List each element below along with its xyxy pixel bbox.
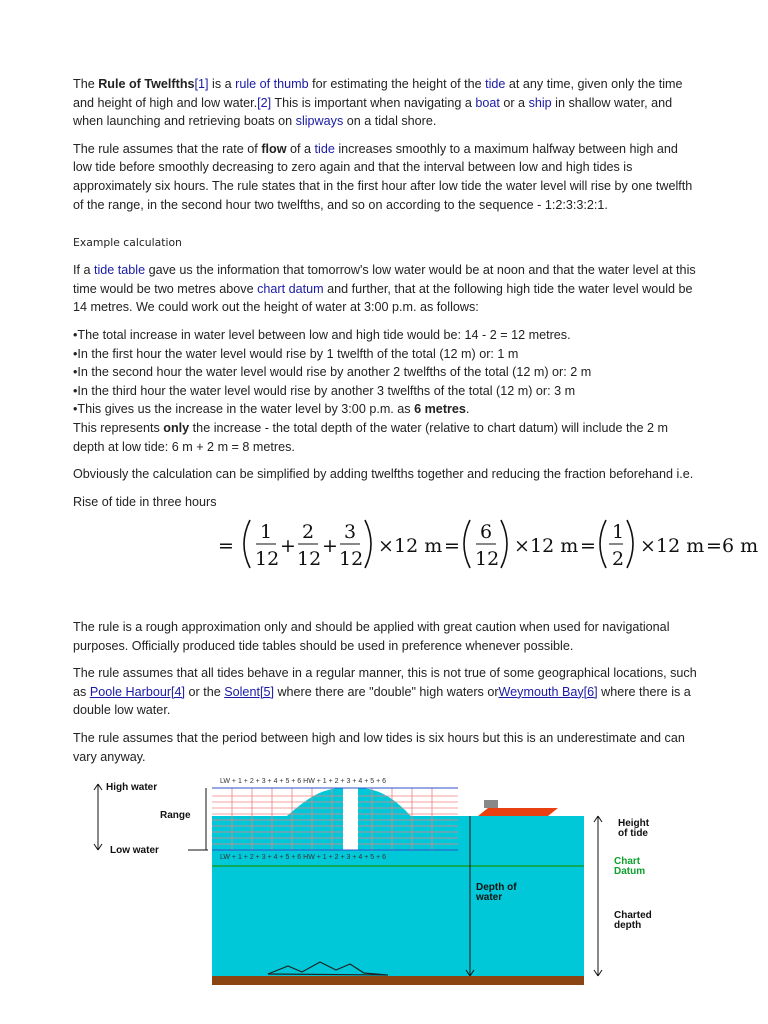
- svg-text:12: 12: [475, 548, 500, 570]
- step-5: •This gives us the increase in the water level by 3:00 p.m. as 6 metres.: [73, 402, 470, 417]
- svg-text:6: 6: [480, 521, 493, 543]
- svg-text:12 m: 12 m: [394, 535, 443, 557]
- svg-text:+: +: [280, 535, 296, 557]
- svg-text:2: 2: [612, 548, 625, 570]
- ref-link-2[interactable]: [2]: [257, 95, 272, 110]
- seabed: [212, 976, 584, 985]
- low-water-label: Low water: [110, 845, 159, 856]
- range-label: Range: [160, 810, 191, 821]
- example-intro: If a tide table gave us the information that tomorrow's low water would be at noon and that the water level at this time would be two metres above chart datum and further, that at the following high tide the water level would be 14 metres. We could work out the height of water at 3:00 p.m. as follows:: [73, 263, 696, 315]
- depth-of-water-label: Depth of: [476, 882, 517, 893]
- tide-link[interactable]: tide: [485, 77, 506, 91]
- boat-hull: [478, 808, 558, 816]
- svg-text:water: water: [476, 892, 503, 903]
- boat-cabin: [484, 800, 498, 808]
- step-6: This represents only the increase - the total depth of the water (relative to chart datum) will include the 2 m depth at low tide: 6 m + 2 m = 8 metres.: [73, 420, 668, 454]
- svg-text:=: =: [706, 535, 722, 557]
- charted-depth-label: Charted: [614, 910, 652, 921]
- svg-text:+: +: [322, 535, 338, 557]
- tide-link-2[interactable]: tide: [314, 141, 335, 156]
- high-water-label: High water: [106, 782, 158, 793]
- step-2: •In the first hour the water level would rise by 1 twelfth of the total (12 m) or: 1 m: [73, 346, 519, 361]
- ship-link[interactable]: ship: [528, 95, 552, 110]
- svg-text:6 m: 6 m: [722, 535, 759, 557]
- svg-text:12 m: 12 m: [530, 535, 579, 557]
- step-4: •In the third hour the water level would rise by another 3 twelfths of the total (12 m) or: 3 m: [73, 383, 576, 398]
- rise-label: Rise of tide in three hours: [73, 494, 217, 509]
- weymouth-bay-link[interactable]: Weymouth Bay[6]: [498, 684, 598, 699]
- rule-of-thumb-link[interactable]: rule of thumb: [235, 77, 309, 91]
- high-water-gap: [343, 788, 358, 850]
- tide-table-link[interactable]: tide table: [94, 263, 146, 278]
- caveat-2: The rule assumes that all tides behave in a regular manner, this is not true of some geographical locations, such as Poole Harbour[4] or the Solent[5] where there are "double" high waters orWeymouth Bay[6] where there is a double low water.: [73, 666, 697, 718]
- caveat-3: The rule assumes that the period between high and low tides is six hours but this is an underestimate and can vary anyway.: [73, 730, 685, 764]
- svg-text:12: 12: [297, 548, 322, 570]
- caveat-1: The rule is a rough approximation only and should be applied with great caution when used for navigational purposes. Officially produced tide tables should be used in preference whenever possible.: [73, 620, 670, 653]
- top-hour-scale: LW + 1 + 2 + 3 + 4 + 5 + 6 HW + 1 + 2 + 3 + 4 + 5 + 6: [220, 778, 387, 785]
- intro-paragraph: The Rule of Twelfths[1] is a rule of thumb for estimating the height of the tide at any time, given only the time and height of high and low water.[2] This is important when navigating a boat or a ship in shallow water, and when launching and retrieving boats on slipways on a tidal shore.: [73, 77, 683, 129]
- article-body: [73, 75, 698, 520]
- svg-text:Datum: Datum: [614, 866, 646, 877]
- boat-link[interactable]: boat: [475, 95, 500, 110]
- slipways-link[interactable]: slipways: [295, 114, 344, 129]
- svg-text:1: 1: [612, 521, 625, 543]
- step-3: •In the second hour the water level would rise by another 2 twelfths of the total (12 m) or: 2 m: [73, 365, 592, 380]
- svg-text:12: 12: [339, 548, 364, 570]
- ref-link-1[interactable]: [1]: [194, 77, 209, 91]
- height-of-tide-label: Height: [618, 818, 650, 829]
- tide-diagram: [88, 770, 688, 995]
- svg-text:12 m: 12 m: [656, 535, 705, 557]
- svg-text:×: ×: [514, 535, 530, 557]
- svg-text:×: ×: [640, 535, 656, 557]
- example-heading: Example calculation: [73, 236, 182, 250]
- svg-text:of tide: of tide: [618, 828, 648, 839]
- svg-text:12: 12: [255, 548, 280, 570]
- bottom-hour-scale: LW + 1 + 2 + 3 + 4 + 5 + 6 HW + 1 + 2 + 3 + 4 + 5 + 6: [220, 854, 387, 861]
- calculation-steps: [73, 326, 698, 456]
- svg-text:=: =: [444, 535, 460, 557]
- rule-title: Rule of Twelfths: [98, 77, 195, 91]
- svg-text:3: 3: [344, 521, 357, 543]
- svg-text:depth: depth: [614, 920, 642, 931]
- flow-paragraph: The rule assumes that the rate of flow of a tide increases smoothly to a maximum halfway between high and low tide before smoothly decreasing to zero again and that the interval between low and high tides is approximately six hours. The rule states that in the first hour after low tide the water level will rise by one twelfth of the range, in the second hour two twelfths, and so on according to the sequence - 1:2:3:3:2:1.: [73, 141, 693, 212]
- step-1: •The total increase in water level between low and high tide would be: 14 - 2 = 12 metres.: [73, 327, 571, 342]
- chart-datum-link[interactable]: chart datum: [257, 281, 324, 296]
- svg-text:×: ×: [378, 535, 394, 557]
- caveats: [73, 618, 698, 775]
- simplify-paragraph: Obviously the calculation can be simplified by adding twelfths together and reducing the fraction beforehand i.e.: [73, 467, 694, 482]
- svg-text:=: =: [580, 535, 596, 557]
- poole-harbour-link[interactable]: Poole Harbour[4]: [89, 684, 186, 699]
- left-arrows: [94, 784, 208, 850]
- chart-datum-label: Chart: [614, 856, 641, 867]
- formula-equals: =: [218, 535, 234, 557]
- solent-link[interactable]: Solent[5]: [224, 684, 274, 699]
- rise-formula: [218, 514, 759, 579]
- svg-text:1: 1: [260, 521, 273, 543]
- svg-text:2: 2: [302, 521, 315, 543]
